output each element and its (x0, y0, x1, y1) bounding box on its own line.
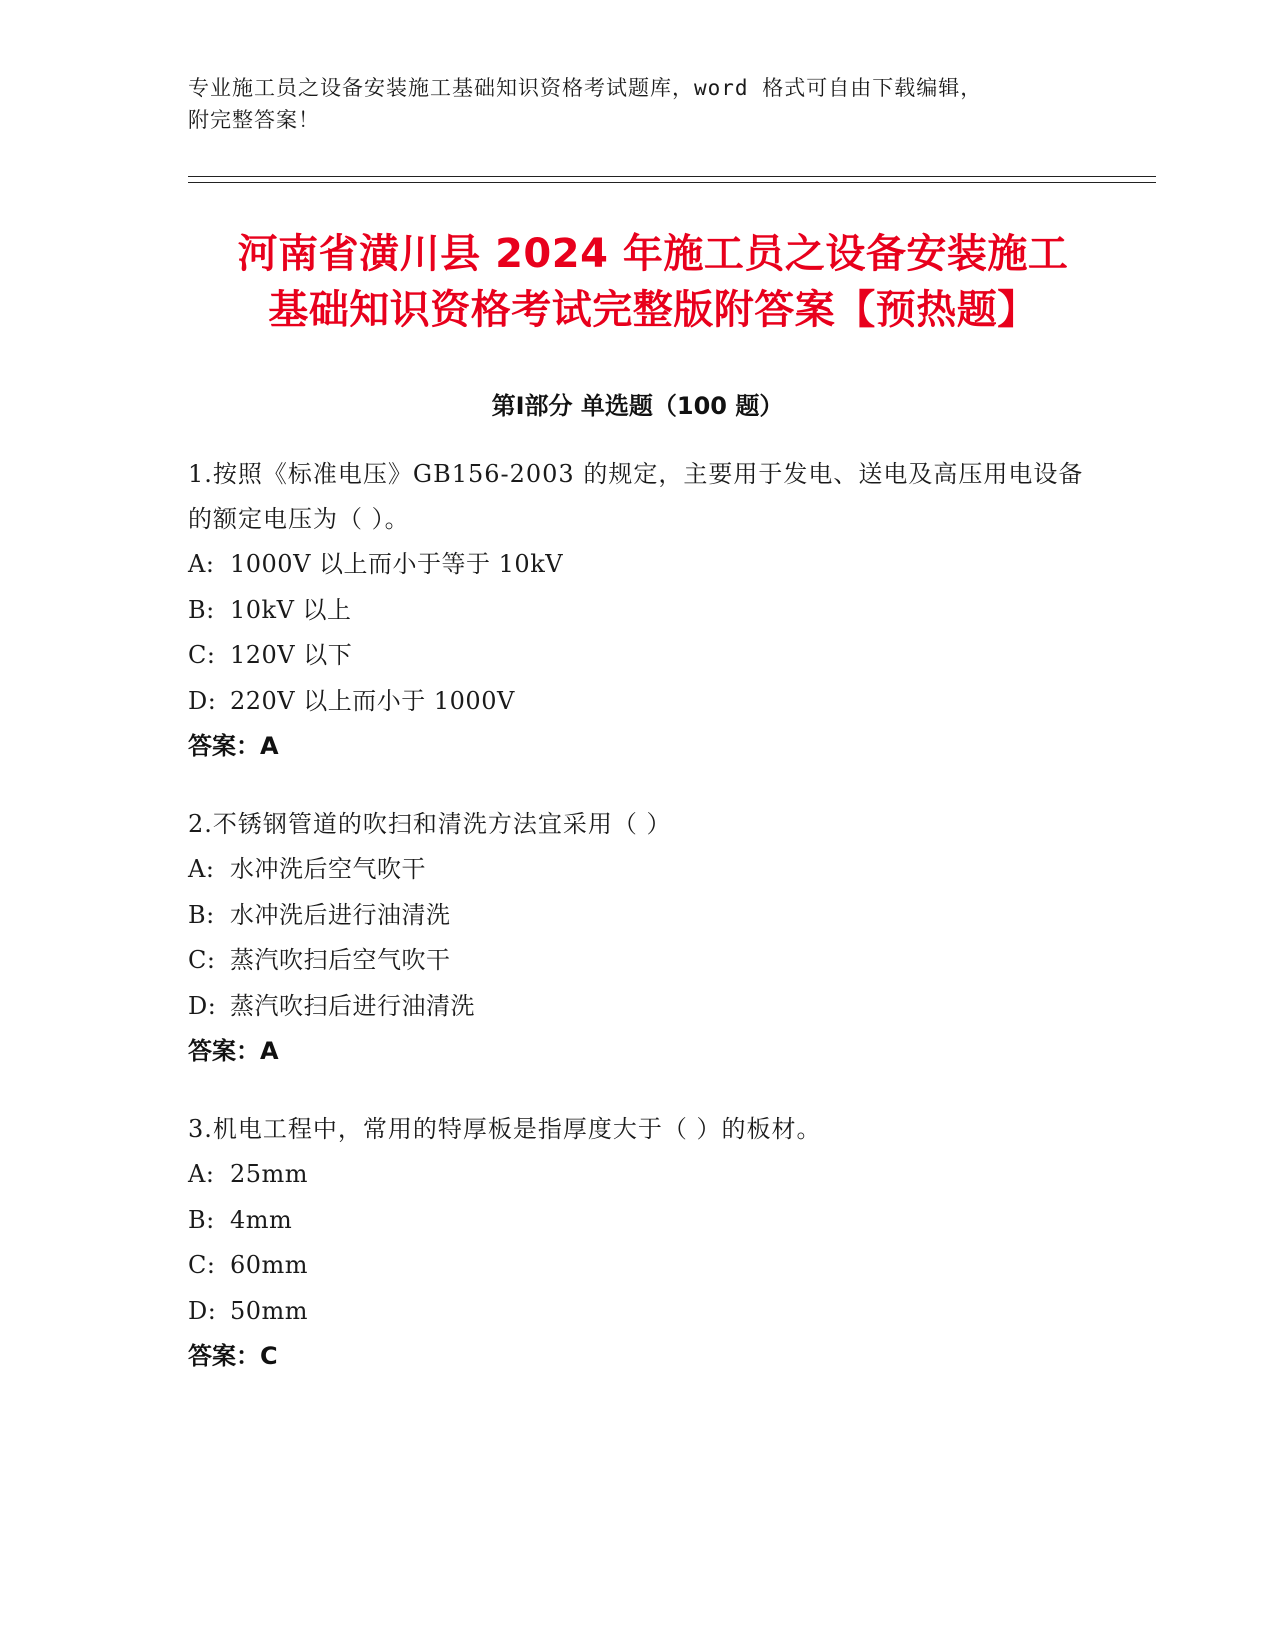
answer: 答案：A (188, 732, 279, 760)
document-title-line-2: 基础知识资格考试完整版附答案【预热题】 (268, 287, 1038, 333)
option-text: 50mm (230, 1296, 309, 1325)
option-letter: B: (188, 595, 215, 624)
option-text: 蒸汽吹扫后进行油清洗 (230, 991, 475, 1020)
option-a (188, 542, 1088, 588)
option-text: 水冲洗后空气吹干 (230, 855, 426, 883)
option-text: 220V 以上而小于 1000V (230, 686, 515, 715)
option-text: 60mm (230, 1251, 309, 1279)
option-c (188, 938, 1088, 984)
question-3 (188, 1107, 1088, 1379)
option-letter: C: (188, 1251, 216, 1279)
option-letter: D: (188, 686, 217, 715)
option-letter: B: (188, 1205, 215, 1234)
option-text: 4mm (230, 1205, 293, 1234)
document-title (188, 226, 1118, 338)
option-letter: A: (188, 855, 215, 883)
option-d (188, 1289, 1088, 1335)
option-text: 10kV 以上 (230, 595, 352, 624)
option-a (188, 1152, 1088, 1198)
option-d (188, 679, 1088, 725)
option-b (188, 893, 1088, 939)
option-letter: A: (188, 550, 215, 578)
option-letter: C: (188, 946, 216, 974)
header-divider-bottom (188, 182, 1156, 183)
option-b (188, 588, 1088, 634)
question-stem: 2.不锈钢管道的吹扫和清洗方法宜采用（ ） (188, 810, 672, 838)
option-text: 蒸汽吹扫后空气吹干 (230, 946, 451, 974)
option-text: 1000V 以上而小于等于 10kV (230, 550, 564, 578)
answer: 答案：C (188, 1342, 278, 1370)
option-text: 120V 以下 (230, 641, 353, 669)
option-letter: D: (188, 991, 217, 1020)
option-letter: C: (188, 641, 216, 669)
option-d (188, 984, 1088, 1030)
option-a (188, 847, 1088, 893)
question-1 (188, 452, 1088, 769)
option-c (188, 633, 1088, 679)
question-stem: 1.按照《标准电压》GB156-2003 的规定，主要用于发电、送电及高压用电设备的额定电压为（ ）。 (188, 460, 1084, 533)
option-letter: D: (188, 1296, 217, 1325)
option-b (188, 1198, 1088, 1244)
option-letter: A: (188, 1160, 215, 1188)
option-text: 25mm (230, 1160, 309, 1188)
header-note-line-2: 附完整答案！ (188, 108, 320, 132)
answer: 答案：A (188, 1037, 279, 1065)
option-text: 水冲洗后进行油清洗 (230, 900, 451, 929)
header-note-line-1: 专业施工员之设备安装施工基础知识资格考试题库，word 格式可自由下载编辑， (188, 76, 983, 100)
question-stem: 3.机电工程中，常用的特厚板是指厚度大于（ ）的板材。 (188, 1115, 822, 1143)
question-2 (188, 802, 1088, 1074)
document-title-line-1: 河南省潢川县 2024 年施工员之设备安装施工 (237, 231, 1069, 277)
option-letter: B: (188, 900, 215, 929)
header-divider-top (188, 176, 1156, 177)
section-title: 第Ⅰ部分 单选题（100 题） (491, 392, 784, 420)
option-c (188, 1243, 1088, 1289)
header-note (188, 72, 1088, 136)
